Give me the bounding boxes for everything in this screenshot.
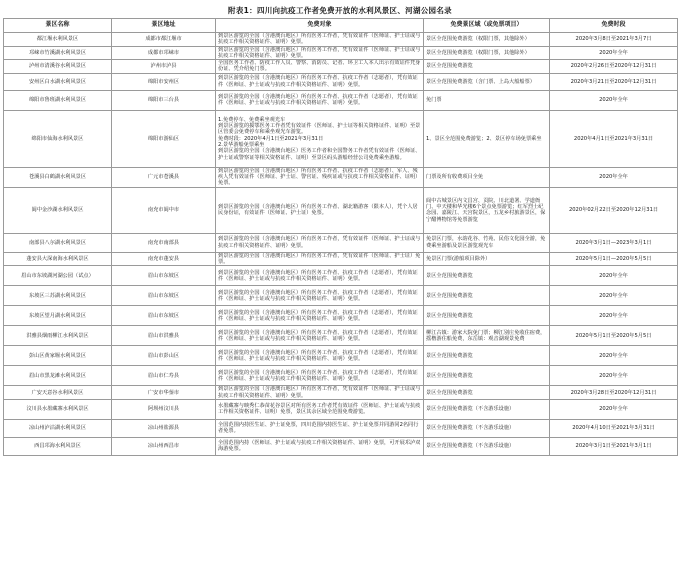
- cell-free-period: 2020年02月22日至2020年12月31日: [550, 187, 678, 233]
- cell-free-target: 1.免费停车、免费乘坐观光车 到景区游览的援鄂医务工作者凭有效证件（医师证、护士证等相关资格证件、证明）至景区管委会免费停车和乘坐观光车游览。 免费时段：2020年4月1日至2021年3月31日 2.景华游船免票乘坐 到景区游览的全国（含港澳台地区）医务工作者和全国警务工作者凭有效证件（医师证、护士证或警察证等相关资格证件、证明）至景区码头游船经营公司免费乘坐游船。: [216, 110, 424, 167]
- cell-name: 阆中金沙湖水利风景区: [4, 187, 112, 233]
- cell-free-area: 景区全范围免费游览: [424, 286, 550, 306]
- cell-free-area: 景区全范围免费游览: [424, 266, 550, 286]
- cell-free-target: 到景区游览的全国（含港澳台地区）所有医务工作者，凭有效证件（医师证、护士证或与抗疫工作相关资格证件、证明）免票。: [216, 46, 424, 60]
- cell-address: 眉山市仁寿县: [112, 366, 216, 386]
- table-row: [4, 346, 678, 366]
- cell-free-area: 景区全范围免费游览: [424, 346, 550, 366]
- cell-free-target: 全国范围内持医生证、护士证免票，四川范围内持医生证、护士证免票并同游同2名同行者免票。: [216, 419, 424, 437]
- table-row: [4, 110, 678, 167]
- scenic-area-table: [3, 18, 678, 456]
- cell-address: 成都市都江堰市: [112, 33, 216, 47]
- cell-name: 安州区白水湖水利风景区: [4, 73, 112, 90]
- cell-free-area: 免景区门票，水韵花谷、竹苑、民俗文化园全游，免费乘坐游船及景区游览观光车: [424, 233, 550, 252]
- cell-address: 绵阳市三台县: [112, 90, 216, 110]
- cell-free-period: 2020年3月1日至2021年3月1日: [550, 437, 678, 455]
- cell-name: 眉山市黑龙滩水利风景区: [4, 366, 112, 386]
- cell-name: 绵阳市鲁班湖水利风景区: [4, 90, 112, 110]
- header-free-target: 免费对象: [216, 19, 424, 33]
- cell-name: 南部县八尔湖水利风景区: [4, 233, 112, 252]
- cell-free-target: 到景区游览的全国（含港澳台地区）所有医务工作者，凭有效证件（医师证、护士证或与抗疫工作相关资格证件、证明）免票。: [216, 33, 424, 47]
- cell-free-period: 2020年3月21日至2020年12月31日: [550, 73, 678, 90]
- cell-free-period: 2020年4月1日至2021年3月31日: [550, 110, 678, 167]
- cell-free-area: 1、景区全范围免费游览；2、景区停车场免票乘坐: [424, 110, 550, 167]
- cell-free-target: 到景区游览的全国（含港澳台地区）所有医务工作者，凭有效证件（医师证、护士证或与抗疫工作相关资格证件、证明）免票。: [216, 233, 424, 252]
- cell-free-period: 2020年5月1日至2020年5月5日: [550, 326, 678, 346]
- cell-free-period: 2020年3月8日至2021年3月7日: [550, 33, 678, 47]
- cell-free-period: 2020年全年: [550, 286, 678, 306]
- cell-free-target: 到景区游览的全国（含港澳台地区）所有医务工作者、抗疫工作者（志愿者），凭有效证件（医师证、护士证或与抗疫工作相关资格证件、证明）免票。: [216, 73, 424, 90]
- table-row: [4, 187, 678, 233]
- cell-name: 邛崃市竹溪湖水利风景区: [4, 46, 112, 60]
- table-row: [4, 366, 678, 386]
- cell-address: 绵阳市游仙区: [112, 110, 216, 167]
- cell-free-period: 2020年全年: [550, 46, 678, 60]
- table-header-row: [4, 19, 678, 33]
- cell-free-target: 全国医务工作者、防疫工作人员、警察、消防员、记者、环卫工人本人出示有效证件凭身份证、凭介绍免门票。: [216, 60, 424, 74]
- cell-address: 眉山市东坡区: [112, 306, 216, 326]
- cell-free-area: 景区全范围免费游览（含门票、上岛大船船票）: [424, 73, 550, 90]
- cell-free-period: 2020年全年: [550, 90, 678, 110]
- cell-free-area: 景区全范围免费游览（权限门票，其他除外）: [424, 33, 550, 47]
- table-row: [4, 306, 678, 326]
- cell-free-period: 2020年全年: [550, 306, 678, 326]
- cell-free-area: 景区全范围免费游览: [424, 386, 550, 400]
- cell-free-target: 全国范围内持（医师证、护士证或与抗疫工作相关资格证件、证明）免票，可开展邛泸双海游免票。: [216, 437, 424, 455]
- cell-free-area: 门票及所有收费项目全免: [424, 167, 550, 187]
- cell-address: 泸州市泸县: [112, 60, 216, 74]
- table-row: [4, 60, 678, 74]
- cell-free-area: 景区全范围免费游览: [424, 60, 550, 74]
- cell-free-area: 景区全范围免费游览（不含游乐设施）: [424, 437, 550, 455]
- cell-free-target: 到景区游览的全国（含港澳台地区）所有医务工作者、抗疫工作者（志愿者），凭有效证件（医师证、护士证或与抗疫工作相关资格证件、证明）免票。: [216, 306, 424, 326]
- table-row: [4, 233, 678, 252]
- table-row: [4, 399, 678, 419]
- cell-address: 广元市苍溪县: [112, 167, 216, 187]
- cell-free-period: 2020年3月28日至2020年12月31日: [550, 386, 678, 400]
- cell-free-period: 2020年全年: [550, 366, 678, 386]
- cell-name: 都江堰水利风景区: [4, 33, 112, 47]
- cell-address: 南充市南部县: [112, 233, 216, 252]
- cell-free-target: 到景区游览的全国（含港澳台地区）所有医务工作者、抗疫工作者（志愿者），凭有效证件（医师证、护士证或与抗疫工作相关资格证件、证明）免票。: [216, 366, 424, 386]
- cell-free-target: 到景区游览的全国（含港澳台地区）所有医务工作者、抗疫工作者（志愿者）、军人、残疾人凭有效证件（医师证、护士证、警官证、残疾证或与抗疫工作相关资格证件、证明）免票。: [216, 167, 424, 187]
- cell-free-period: 2020年全年: [550, 346, 678, 366]
- cell-free-target: 到景区游览的全国（含港澳台地区）所有医务工作者、湖北籍游客（限本人），凭个人居民身份证，有效证件（医师证、护士证）免票。: [216, 187, 424, 233]
- cell-name: 东坡区望月湖水利风景区: [4, 306, 112, 326]
- cell-free-period: 2020年3月1日—2023年3月1日: [550, 233, 678, 252]
- table-row: [4, 252, 678, 266]
- cell-name: 眉山市东坡湖河湖公园（试点）: [4, 266, 112, 286]
- cell-free-area: 景区全范围免费游览（不含游乐设施）: [424, 419, 550, 437]
- header-free-area: 免费景区域（或免票项目）: [424, 19, 550, 33]
- cell-free-period: 2020年4月10日至2021年3月31日: [550, 419, 678, 437]
- table-row: [4, 266, 678, 286]
- cell-free-period: 2020年全年: [550, 167, 678, 187]
- cell-name: 蓬安县大深南海水利风景区: [4, 252, 112, 266]
- cell-free-target: 水墨藏寨与映秀仁恭苗花谷景区对所有医务工作者凭有效证件（医师证、护士证或与抗疫工作相关资格证件、证明）免票，景区其余区域全范围免费游览。: [216, 399, 424, 419]
- cell-free-target: 到景区游览的全国（含港澳台地区）所有医务工作者、抗疫工作者（志愿者），凭有效证件（医师证、护士证或与抗疫工作相关资格证件、证明）免票。: [216, 346, 424, 366]
- cell-free-area: 免门票: [424, 90, 550, 110]
- cell-name: 洪雅县烟雨柳江水利风景区: [4, 326, 112, 346]
- cell-name: 苍溪县白鹤湖水利风景区: [4, 167, 112, 187]
- cell-free-area: 景区全范围免费游览（权限门票，其他除外）: [424, 46, 550, 60]
- table-row: [4, 386, 678, 400]
- table-row: [4, 167, 678, 187]
- cell-free-area: 景区全范围免费游览（不含游乐设施）: [424, 399, 550, 419]
- cell-name: 广安天意谷水利风景区: [4, 386, 112, 400]
- cell-free-target: 到景区游览的全国（含港澳台地区）所有医务工作者、抗疫工作者（志愿者），凭有效证件（医师证、护士证或与抗疫工作相关资格证件、证明）免票。: [216, 90, 424, 110]
- cell-address: 凉山州盐源县: [112, 419, 216, 437]
- cell-free-target: 到景区游览的全国（含港澳台地区）所有医务工作者，凭有效证件（医师证、护士证）免票。: [216, 252, 424, 266]
- header-name: 景区名称: [4, 19, 112, 33]
- cell-free-area: 景区全范围免费游览: [424, 366, 550, 386]
- cell-name: 东坡区三苏湖水利风景区: [4, 286, 112, 306]
- cell-free-target: 到景区游览的全国（含港澳台地区）所有医务工作者、抗疫工作者（志愿者），凭有效证件（医师证、护士证或与抗疫工作相关资格证件、证明）免票。: [216, 266, 424, 286]
- cell-address: 绵阳市安州区: [112, 73, 216, 90]
- cell-name: 汶川县水墨藏寨水利风景区: [4, 399, 112, 419]
- cell-name: 泸州市清溪谷水利风景区: [4, 60, 112, 74]
- cell-address: 成都市邛崃市: [112, 46, 216, 60]
- cell-free-period: 2020年5月1日—2020年5月5日: [550, 252, 678, 266]
- cell-address: 眉山市东坡区: [112, 266, 216, 286]
- cell-name: 绵阳市仙海水利风景区: [4, 110, 112, 167]
- cell-address: 眉山市洪雅县: [112, 326, 216, 346]
- document-title: 附表1：四川向抗疫工作者免费开放的水利风景区、河湖公园名录: [228, 6, 452, 15]
- cell-name: 凉山州泸沽湖水利风景区: [4, 419, 112, 437]
- table-row: [4, 437, 678, 455]
- table-row: [4, 326, 678, 346]
- cell-free-target: 到景区游览的全国（含港澳台地区）所有医务工作者、抗疫工作者（志愿者），凭有效证件（医师证、护士证或与抗疫工作相关资格证件、证明）免票。: [216, 326, 424, 346]
- cell-free-period: 2020年全年: [550, 266, 678, 286]
- cell-address: 凉山州西昌市: [112, 437, 216, 455]
- table-row: [4, 46, 678, 60]
- cell-free-target: 到景区游览的全国（含港澳台地区）所有医务工作者，凭有效证件（医师证、护士证或与抗疫工作相关资格证件、证明）免票。: [216, 386, 424, 400]
- cell-free-period: 2020年全年: [550, 399, 678, 419]
- cell-name: 西昌邛海水利风景区: [4, 437, 112, 455]
- cell-address: 阿坝州汶川县: [112, 399, 216, 419]
- cell-free-area: 景区全范围免费游览: [424, 306, 550, 326]
- cell-free-area: 阆中古城景区内文昌宫、贡院、川北道署、学道衙门、中天楼和华光楼6个景点免票游览；红军烈士纪念园、嘉陵江、天宫院景区，五龙乡村旅游景区，保宁醋博物馆等免票游览: [424, 187, 550, 233]
- cell-free-area: 柳江古镇：游家大院免门票；柳江别庄免收住宿费，摇橹游住船免费，东岳镇：观音湖观景免费: [424, 326, 550, 346]
- cell-address: 南充市阆中市: [112, 187, 216, 233]
- cell-free-target: 到景区游览的全国（含港澳台地区）所有医务工作者、抗疫工作者（志愿者），凭有效证件（医师证、护士证或与抗疫工作相关资格证件、证明）免票。: [216, 286, 424, 306]
- cell-address: 眉山市东坡区: [112, 286, 216, 306]
- header-free-period: 免费时段: [550, 19, 678, 33]
- table-row: [4, 90, 678, 110]
- cell-address: 眉山市彭山区: [112, 346, 216, 366]
- cell-name: 彭山区黄家堰水利风景区: [4, 346, 112, 366]
- cell-free-period: 2020年2月26日至2020年12月31日: [550, 60, 678, 74]
- cell-address: 广安市华蓥市: [112, 386, 216, 400]
- cell-free-area: 免景区门票(游船项目除外）: [424, 252, 550, 266]
- header-address: 景区地址: [112, 19, 216, 33]
- table-row: [4, 286, 678, 306]
- cell-address: 南充市蓬安县: [112, 252, 216, 266]
- table-row: [4, 73, 678, 90]
- table-row: [4, 419, 678, 437]
- table-row: [4, 33, 678, 47]
